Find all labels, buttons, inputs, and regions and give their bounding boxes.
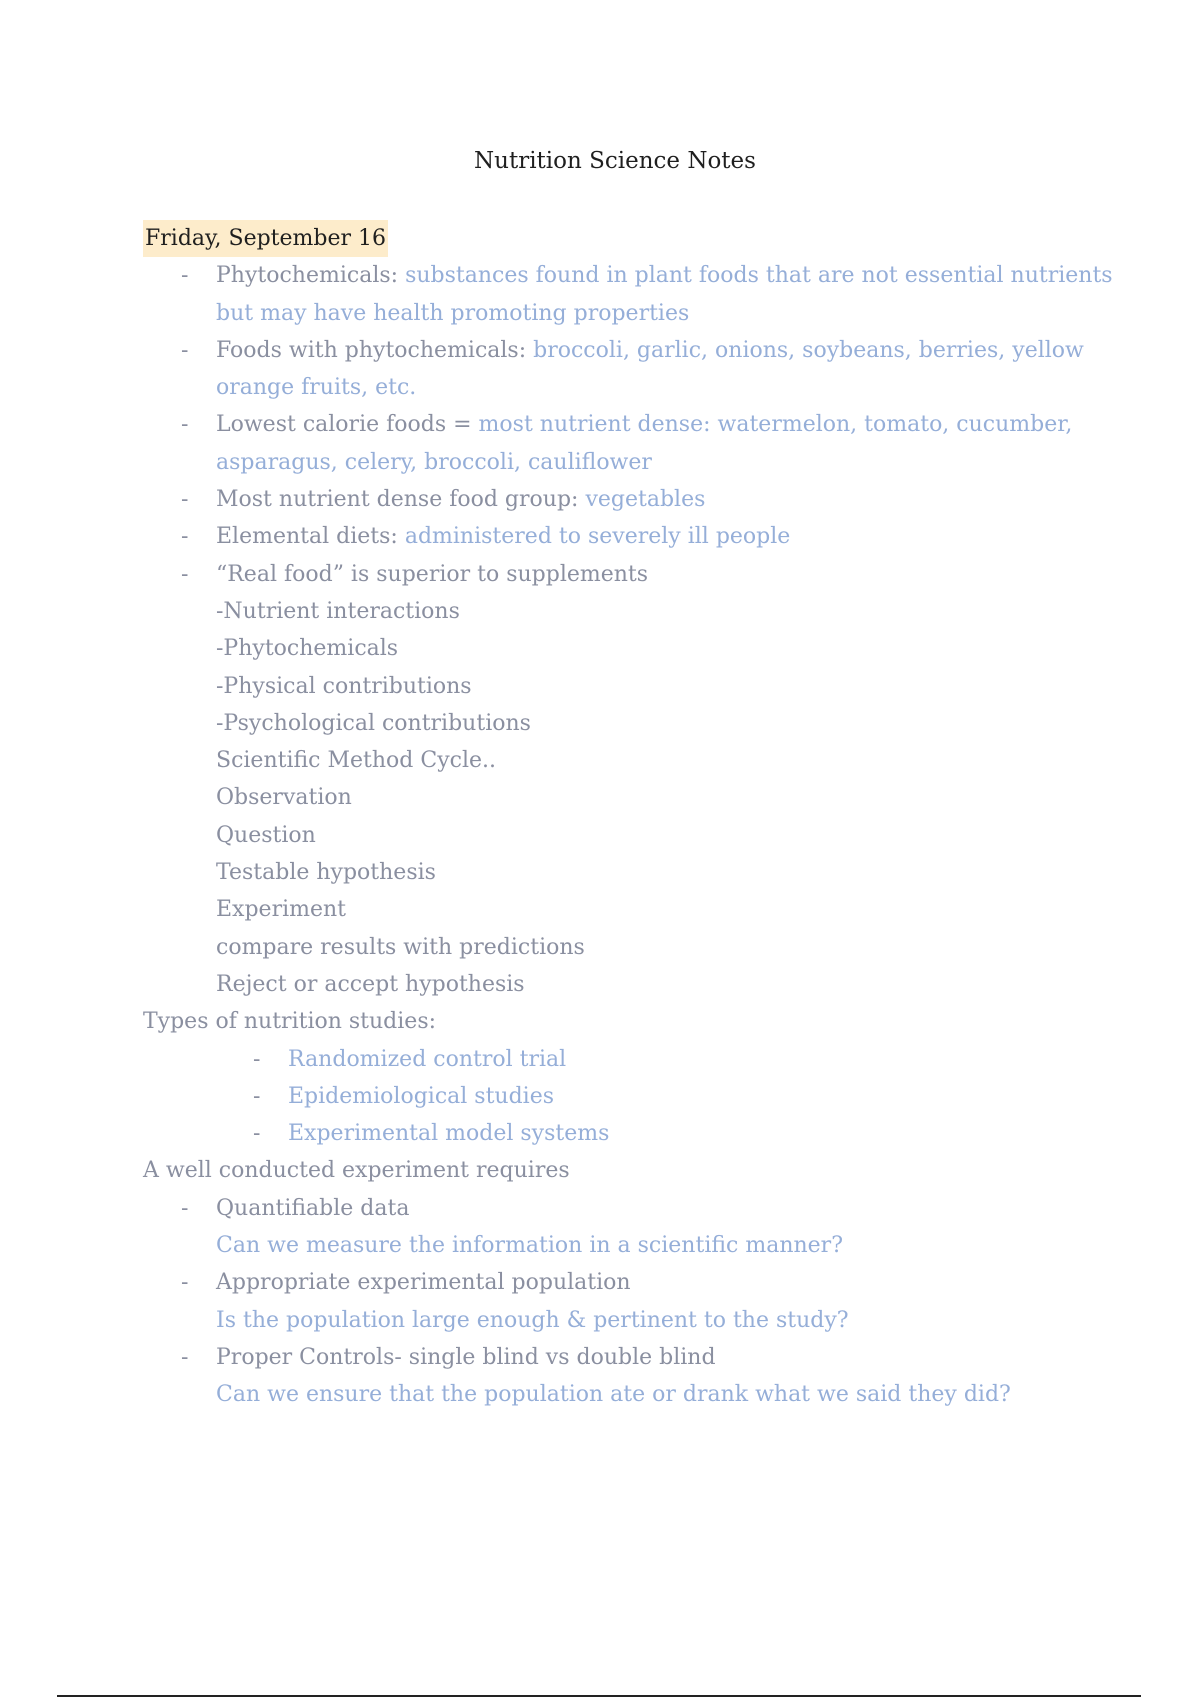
note-term: Foods with phytochemicals:: [216, 337, 534, 363]
bullet-dash: -: [181, 1270, 189, 1296]
date-heading-line: [0, 220, 1200, 257]
note-term: Lowest calorie foods =: [216, 412, 479, 438]
note-definition: most nutrient dense: watermelon, tomato, cucumber,: [478, 412, 1073, 438]
note-term: Observation: [216, 785, 352, 811]
list-item: [0, 518, 1200, 555]
note-term: -Nutrient interactions: [216, 598, 460, 624]
list-item: [0, 1041, 1200, 1078]
sub-item: [0, 668, 1200, 705]
bullet-dash: -: [181, 524, 189, 550]
note-definition: vegetables: [585, 487, 706, 513]
bullet-dash: -: [181, 337, 189, 363]
bullet-dash: -: [181, 561, 189, 587]
note-definition: Can we measure the information in a scientific manner?: [216, 1233, 843, 1259]
bullet-dash: -: [253, 1083, 261, 1109]
section-heading: [0, 1152, 1200, 1189]
sub-item: [0, 854, 1200, 891]
sub-item: [0, 779, 1200, 816]
bullet-dash: -: [181, 1195, 189, 1221]
note-definition: Is the population large enough & pertinent to the study?: [216, 1307, 849, 1333]
list-item: [0, 1115, 1200, 1152]
note-definition: broccoli, garlic, onions, soybeans, berries, yellow: [533, 337, 1084, 363]
list-item: [0, 1264, 1200, 1301]
note-term: -Physical contributions: [216, 673, 472, 699]
note-term: A well conducted experiment requires: [143, 1158, 570, 1184]
bullet-dash: -: [181, 263, 189, 289]
note-definition: Can we ensure that the population ate or drank what we said they did?: [216, 1382, 1011, 1408]
note-term: -Phytochemicals: [216, 636, 399, 662]
note-definition: Epidemiological studies: [288, 1083, 555, 1109]
notes-body: [0, 220, 1200, 1414]
note-term: Phytochemicals:: [216, 263, 406, 289]
section-heading: [0, 1003, 1200, 1040]
note-term: -Psychological contributions: [216, 710, 531, 736]
sub-item: [0, 891, 1200, 928]
note-term: Testable hypothesis: [216, 860, 436, 886]
list-item-continuation: [0, 1227, 1200, 1264]
sub-item: [0, 705, 1200, 742]
note-term: Reject or accept hypothesis: [216, 971, 525, 997]
note-term: Experiment: [216, 897, 347, 923]
list-item: [0, 406, 1200, 443]
note-term: Question: [216, 822, 316, 848]
sub-item: [0, 630, 1200, 667]
note-definition: but may have health promoting properties: [216, 300, 690, 326]
bullet-dash: -: [181, 487, 189, 513]
sub-item: [0, 929, 1200, 966]
list-item: [0, 556, 1200, 593]
list-item-continuation: [0, 295, 1200, 332]
list-item: [0, 1339, 1200, 1376]
note-term: Most nutrient dense food group:: [216, 487, 586, 513]
note-term: compare results with predictions: [216, 934, 585, 960]
bullet-dash: -: [181, 412, 189, 438]
sub-item: [0, 593, 1200, 630]
note-term: “Real food” is superior to supplements: [216, 561, 649, 587]
list-item-continuation: [0, 444, 1200, 481]
footer-divider: [57, 1695, 1141, 1697]
bullet-dash: -: [253, 1121, 261, 1147]
list-item: [0, 1078, 1200, 1115]
note-definition: substances found in plant foods that are not essential nutrients: [405, 263, 1113, 289]
note-term: Scientific Method Cycle..: [216, 748, 496, 774]
list-item: [0, 1190, 1200, 1227]
list-item: [0, 257, 1200, 294]
bullet-dash: -: [181, 1344, 189, 1370]
date-heading: Friday, September 16: [143, 220, 388, 257]
note-term: Quantifiable data: [216, 1195, 410, 1221]
list-item-continuation: [0, 1376, 1200, 1413]
note-term: Appropriate experimental population: [216, 1270, 631, 1296]
sub-item: [0, 966, 1200, 1003]
sub-item: [0, 817, 1200, 854]
list-item: [0, 332, 1200, 369]
bullet-dash: -: [253, 1046, 261, 1072]
note-term: Elemental diets:: [216, 524, 405, 550]
note-term: Types of nutrition studies:: [143, 1009, 437, 1035]
note-term: Proper Controls- single blind vs double blind: [216, 1344, 716, 1370]
note-definition: orange fruits, etc.: [216, 375, 417, 401]
list-item: [0, 481, 1200, 518]
list-item-continuation: [0, 1302, 1200, 1339]
note-definition: Randomized control trial: [288, 1046, 567, 1072]
note-definition: asparagus, celery, broccoli, cauliflower: [216, 449, 652, 475]
document-title: Nutrition Science Notes: [474, 148, 756, 174]
note-definition: Experimental model systems: [288, 1121, 610, 1147]
note-definition: administered to severely ill people: [404, 524, 791, 550]
sub-item: [0, 742, 1200, 779]
list-item-continuation: [0, 369, 1200, 406]
